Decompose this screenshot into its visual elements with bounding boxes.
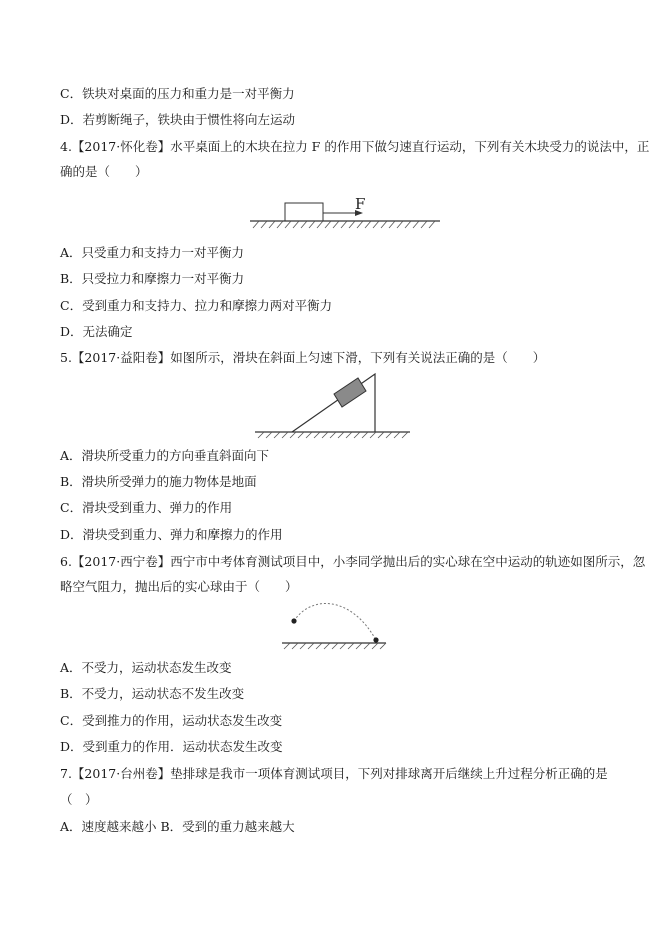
slider-block (334, 378, 366, 407)
incline (292, 374, 375, 432)
option-d-q5: D．滑块受到重力、弹力和摩擦力的作用 (60, 527, 283, 542)
question-7-stem-cont: （ ） (60, 792, 98, 807)
ground-hatching (253, 221, 435, 228)
ground-hatching (284, 643, 386, 649)
option-b-q4: B．只受拉力和摩擦力一对平衡力 (60, 271, 245, 286)
option-c-q5: C．滑块受到重力、弹力的作用 (60, 500, 233, 515)
option-c-q3: C．铁块对桌面的压力和重力是一对平衡力 (60, 86, 295, 101)
trajectory-path (294, 603, 376, 640)
figure-block-on-table (245, 195, 445, 235)
question-4-stem-cont: 确的是（ ） (60, 164, 148, 179)
option-c-q6: C．受到推力的作用，运动状态发生改变 (60, 713, 283, 728)
option-b-q5: B．滑块所受弹力的施力物体是地面 (60, 474, 257, 489)
question-6-stem: 6.【2017·西宁卷】西宁市中考体育测试项目中，小李同学抛出后的实心球在空中运动的轨迹如图所示，忽 (60, 554, 646, 569)
option-a-q5: A．滑块所受重力的方向垂直斜面向下 (60, 448, 270, 463)
option-d-q4: D．无法确定 (60, 324, 133, 339)
force-label: F (355, 195, 366, 213)
option-a-q6: A．不受力，运动状态发生改变 (60, 660, 232, 675)
figure-ball-trajectory (280, 600, 390, 652)
option-d-q6: D．受到重力的作用．运动状态发生改变 (60, 739, 283, 754)
ground-hatching (258, 432, 408, 438)
question-7-stem: 7.【2017·台州卷】垫排球是我市一项体育测试项目，下列对排球离开后继续上升过程分析正确的是 (60, 766, 608, 781)
option-b-q6: B．不受力，运动状态不发生改变 (60, 686, 245, 701)
option-c-q4: C．受到重力和支持力、拉力和摩擦力两对平衡力 (60, 298, 333, 313)
question-4-stem: 4.【2017·怀化卷】水平桌面上的木块在拉力 F 的作用下做匀速直行运动，下列有关木块受力的说法中，正 (60, 139, 650, 154)
figure-slider-on-incline (250, 370, 415, 440)
question-6-stem-cont: 略空气阻力，抛出后的实心球由于（ ） (60, 579, 298, 594)
wooden-block (285, 203, 323, 221)
option-a-q4: A．只受重力和支持力一对平衡力 (60, 245, 245, 260)
ball-start (291, 618, 296, 623)
option-d-q3: D．若剪断绳子，铁块由于惯性将向左运动 (60, 112, 296, 127)
question-5-stem: 5.【2017·益阳卷】如图所示，滑块在斜面上匀速下滑，下列有关说法正确的是（ ） (60, 350, 546, 365)
options-a-b-q7: A．速度越来越小 B．受到的重力越来越大 (60, 819, 295, 834)
ball-end (373, 637, 378, 642)
